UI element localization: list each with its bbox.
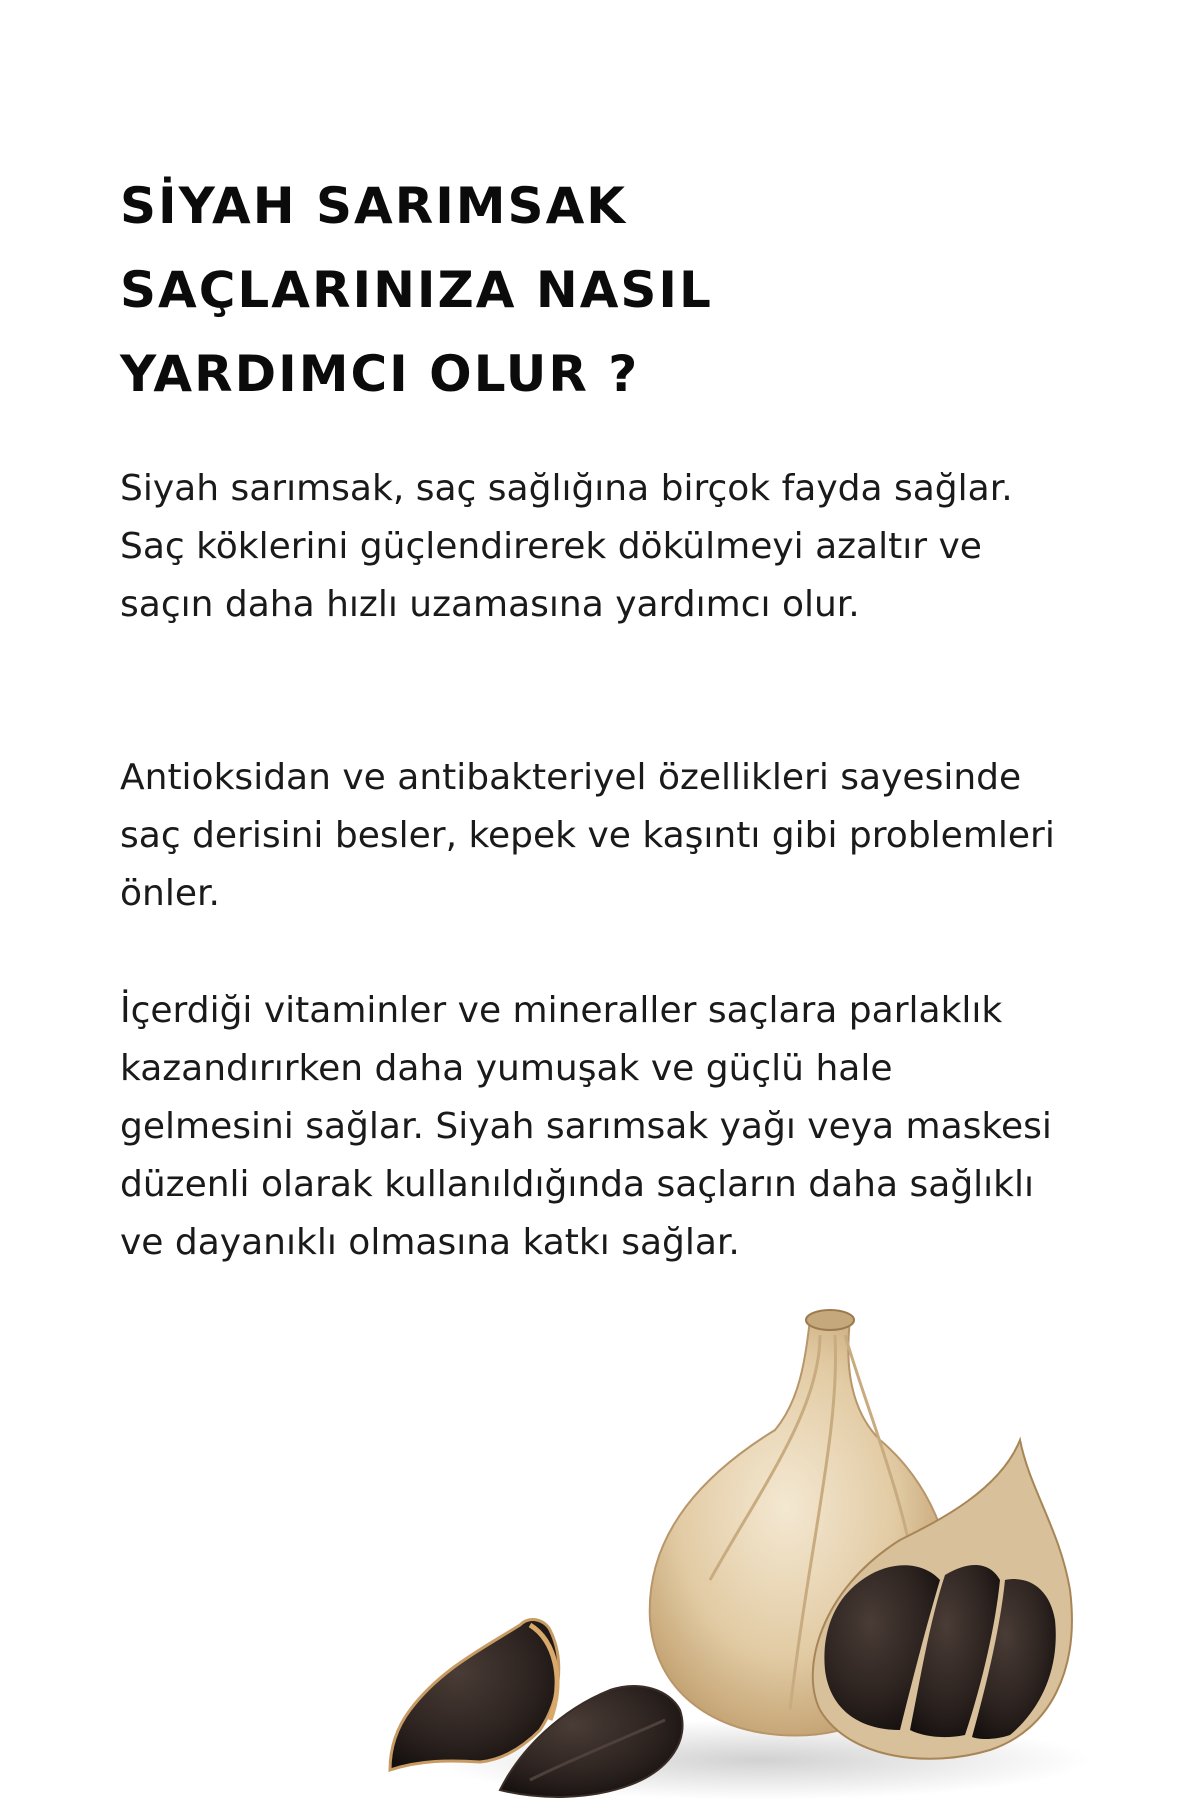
paragraph-vitamins: İçerdiği vitaminler ve mineraller saçlara parlaklık kazandırırken daha yumuşak ve güçlü hale gelmesini sağlar. Siyah sarımsak yağı veya maskesi düzenli olarak kullanıldığında saçların daha sağlıklı ve dayanıklı olmasına katkı sağlar. — [120, 990, 1052, 1263]
title-line-3: YARDIMCI OLUR ? — [120, 345, 640, 403]
black-garlic-photo — [380, 1290, 1100, 1800]
paragraph-hair-growth: Siyah sarımsak, saç sağlığına birçok fayda sağlar. Saç köklerini güçlendirerek dökülmeyi azaltır ve saçın daha hızlı uzamasına yardımcı olur. — [120, 468, 1013, 625]
page-title — [120, 164, 1020, 416]
title-line-2: SAÇLARINIZA NASIL — [120, 261, 713, 319]
paragraph-scalp-care: Antioksidan ve antibakteriyel özellikleri sayesinde saç derisini besler, kepek ve kaşıntı gibi problemleri önler. — [120, 757, 1055, 914]
title-line-1: SİYAH SARIMSAK — [120, 177, 628, 235]
